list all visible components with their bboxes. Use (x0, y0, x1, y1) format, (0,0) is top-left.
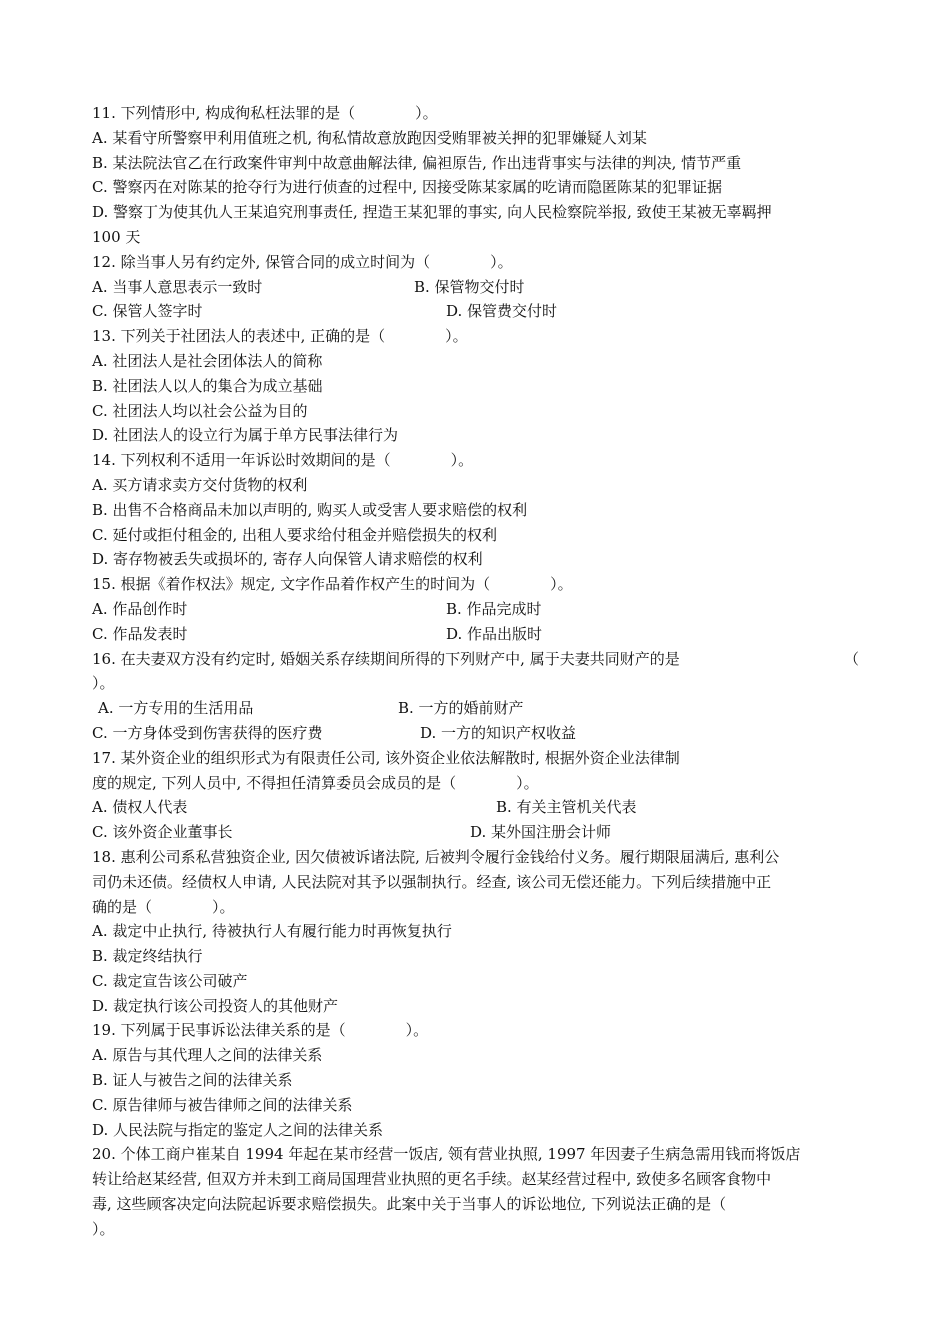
question-16-stem-tail: （ (844, 649, 860, 668)
question-12-option-c: C. 保管人签字时 (92, 302, 203, 321)
question-20-stem: 20. 个体工商户崔某自 1994 年起在某市经营一饭店, 领有营业执照, 1997 年因妻子生病急需用钱而将饭店 (92, 1145, 801, 1164)
question-16-option-b: B. 一方的婚前财产 (398, 699, 524, 718)
question-17-option-c: C. 该外资企业董事长 (92, 823, 233, 842)
question-16-option-a: A. 一方专用的生活用品 (98, 699, 254, 718)
question-20-stem-line-4: ）。 (92, 1219, 115, 1238)
question-17-stem-line-2: 度的规定, 下列人员中, 不得担任清算委员会成员的是（ ）。 (92, 773, 539, 792)
question-19-stem: 19. 下列属于民事诉讼法律关系的是（ ）。 (92, 1021, 429, 1040)
question-19-option-a: A. 原告与其代理人之间的法律关系 (92, 1046, 323, 1065)
question-17-options-row-2 (92, 820, 862, 845)
question-15-option-d: D. 作品出版时 (446, 624, 543, 643)
question-18-option-c: C. 裁定宣告该公司破产 (92, 971, 248, 990)
question-12-option-a: A. 当事人意思表示一致时 (92, 277, 263, 296)
question-19-option-b: B. 证人与被告之间的法律关系 (92, 1071, 293, 1090)
question-14-option-c: C. 延付或拒付租金的, 出租人要求给付租金并赔偿损失的权利 (92, 525, 498, 544)
question-16-options-row-1 (92, 696, 862, 721)
question-18-option-d: D. 裁定执行该公司投资人的其他财产 (92, 996, 339, 1015)
question-13-stem: 13. 下列关于社团法人的表述中, 正确的是（ ）。 (92, 327, 468, 346)
question-15-stem: 15. 根据《着作权法》规定, 文字作品着作权产生的时间为（ ）。 (92, 575, 573, 594)
question-16-options-row-2 (92, 721, 862, 746)
question-12-options-row-2 (92, 299, 862, 324)
question-15-option-a: A. 作品创作时 (92, 599, 188, 618)
question-13-option-d: D. 社团法人的设立行为属于单方民事法律行为 (92, 426, 399, 445)
question-20-stem-line-2: 转让给赵某经营, 但双方并未到工商局国理营业执照的更名手续。赵某经营过程中, 致使多名顾客食物中 (92, 1170, 772, 1189)
question-14-option-a: A. 买方请求卖方交付货物的权利 (92, 475, 308, 494)
question-14-option-b: B. 出售不合格商品未加以声明的, 购买人或受害人要求赔偿的权利 (92, 500, 528, 519)
question-18-stem-line-3: 确的是（ ）。 (92, 897, 235, 916)
question-16-option-d: D. 一方的知识产权收益 (420, 723, 577, 742)
question-16-option-c: C. 一方身体受到伤害获得的医疗费 (92, 723, 323, 742)
question-11-option-b: B. 某法院法官乙在行政案件审判中故意曲解法律, 偏袒原告, 作出违背事实与法律的判决, 情节严重 (92, 153, 742, 172)
question-17-option-a: A. 债权人代表 (92, 798, 188, 817)
question-16-stem-row (92, 647, 862, 672)
question-19-option-c: C. 原告律师与被告律师之间的法律关系 (92, 1095, 353, 1114)
question-17-option-b: B. 有关主管机关代表 (496, 798, 637, 817)
question-13-option-a: A. 社团法人是社会团体法人的简称 (92, 351, 323, 370)
question-14-stem: 14. 下列权利不适用一年诉讼时效期间的是（ ）。 (92, 451, 474, 470)
question-18-option-a: A. 裁定中止执行, 待被执行人有履行能力时再恢复执行 (92, 922, 452, 941)
question-11-option-d-cont: 100 天 (92, 227, 141, 246)
question-19-option-d: D. 人民法院与指定的鉴定人之间的法律关系 (92, 1120, 384, 1139)
question-14-option-d: D. 寄存物被丢失或损坏的, 寄存人向保管人请求赔偿的权利 (92, 550, 483, 569)
exam-page (92, 101, 862, 1242)
question-16-stem-line-2: ）。 (92, 674, 115, 693)
question-17-option-d: D. 某外国注册会计师 (470, 823, 612, 842)
question-12-options-row-1 (92, 275, 862, 300)
question-15-options-row-1 (92, 597, 862, 622)
question-13-option-c: C. 社团法人均以社会公益为目的 (92, 401, 308, 420)
question-15-option-b: B. 作品完成时 (446, 599, 542, 618)
question-13-option-b: B. 社团法人以人的集合为成立基础 (92, 376, 323, 395)
question-11-option-a: A. 某看守所警察甲利用值班之机, 徇私情故意放跑因受贿罪被关押的犯罪嫌疑人刘某 (92, 128, 647, 147)
question-18-stem: 18. 惠利公司系私营独资企业, 因欠债被诉诸法院, 后被判令履行金钱给付义务。履行期限届满后, 惠利公 (92, 847, 780, 866)
question-11-stem: 11. 下列情形中, 构成徇私枉法罪的是（ ）。 (92, 104, 438, 122)
question-16-stem: 16. 在夫妻双方没有约定时, 婚姻关系存续期间所得的下列财产中, 属于夫妻共同财产的是 (92, 649, 680, 668)
question-20-stem-line-3: 毒, 这些顾客决定向法院起诉要求赔偿损失。此案中关于当事人的诉讼地位, 下列说法正确的是（ (92, 1195, 727, 1214)
question-15-options-row-2 (92, 622, 862, 647)
question-17-stem: 17. 某外资企业的组织形式为有限责任公司, 该外资企业依法解散时, 根据外资企业法律制 (92, 748, 680, 767)
question-18-option-b: B. 裁定终结执行 (92, 947, 203, 966)
question-12-option-d: D. 保管费交付时 (446, 302, 558, 321)
question-12-stem: 12. 除当事人另有约定外, 保管合同的成立时间为（ ）。 (92, 252, 513, 271)
question-15-option-c: C. 作品发表时 (92, 624, 188, 643)
question-12-option-b: B. 保管物交付时 (414, 277, 525, 296)
question-11-option-d: D. 警察丁为使其仇人王某追究刑事责任, 捏造王某犯罪的事实, 向人民检察院举报, 致使王某被无辜羁押 (92, 203, 772, 222)
question-18-stem-line-2: 司仍未还债。经债权人申请, 人民法院对其予以强制执行。经查, 该公司无偿还能力。下列后续措施中正 (92, 872, 772, 891)
question-11-option-c: C. 警察丙在对陈某的抢夺行为进行侦查的过程中, 因接受陈某家属的吃请而隐匿陈某的犯罪证据 (92, 178, 723, 197)
question-17-options-row-1 (92, 795, 862, 820)
